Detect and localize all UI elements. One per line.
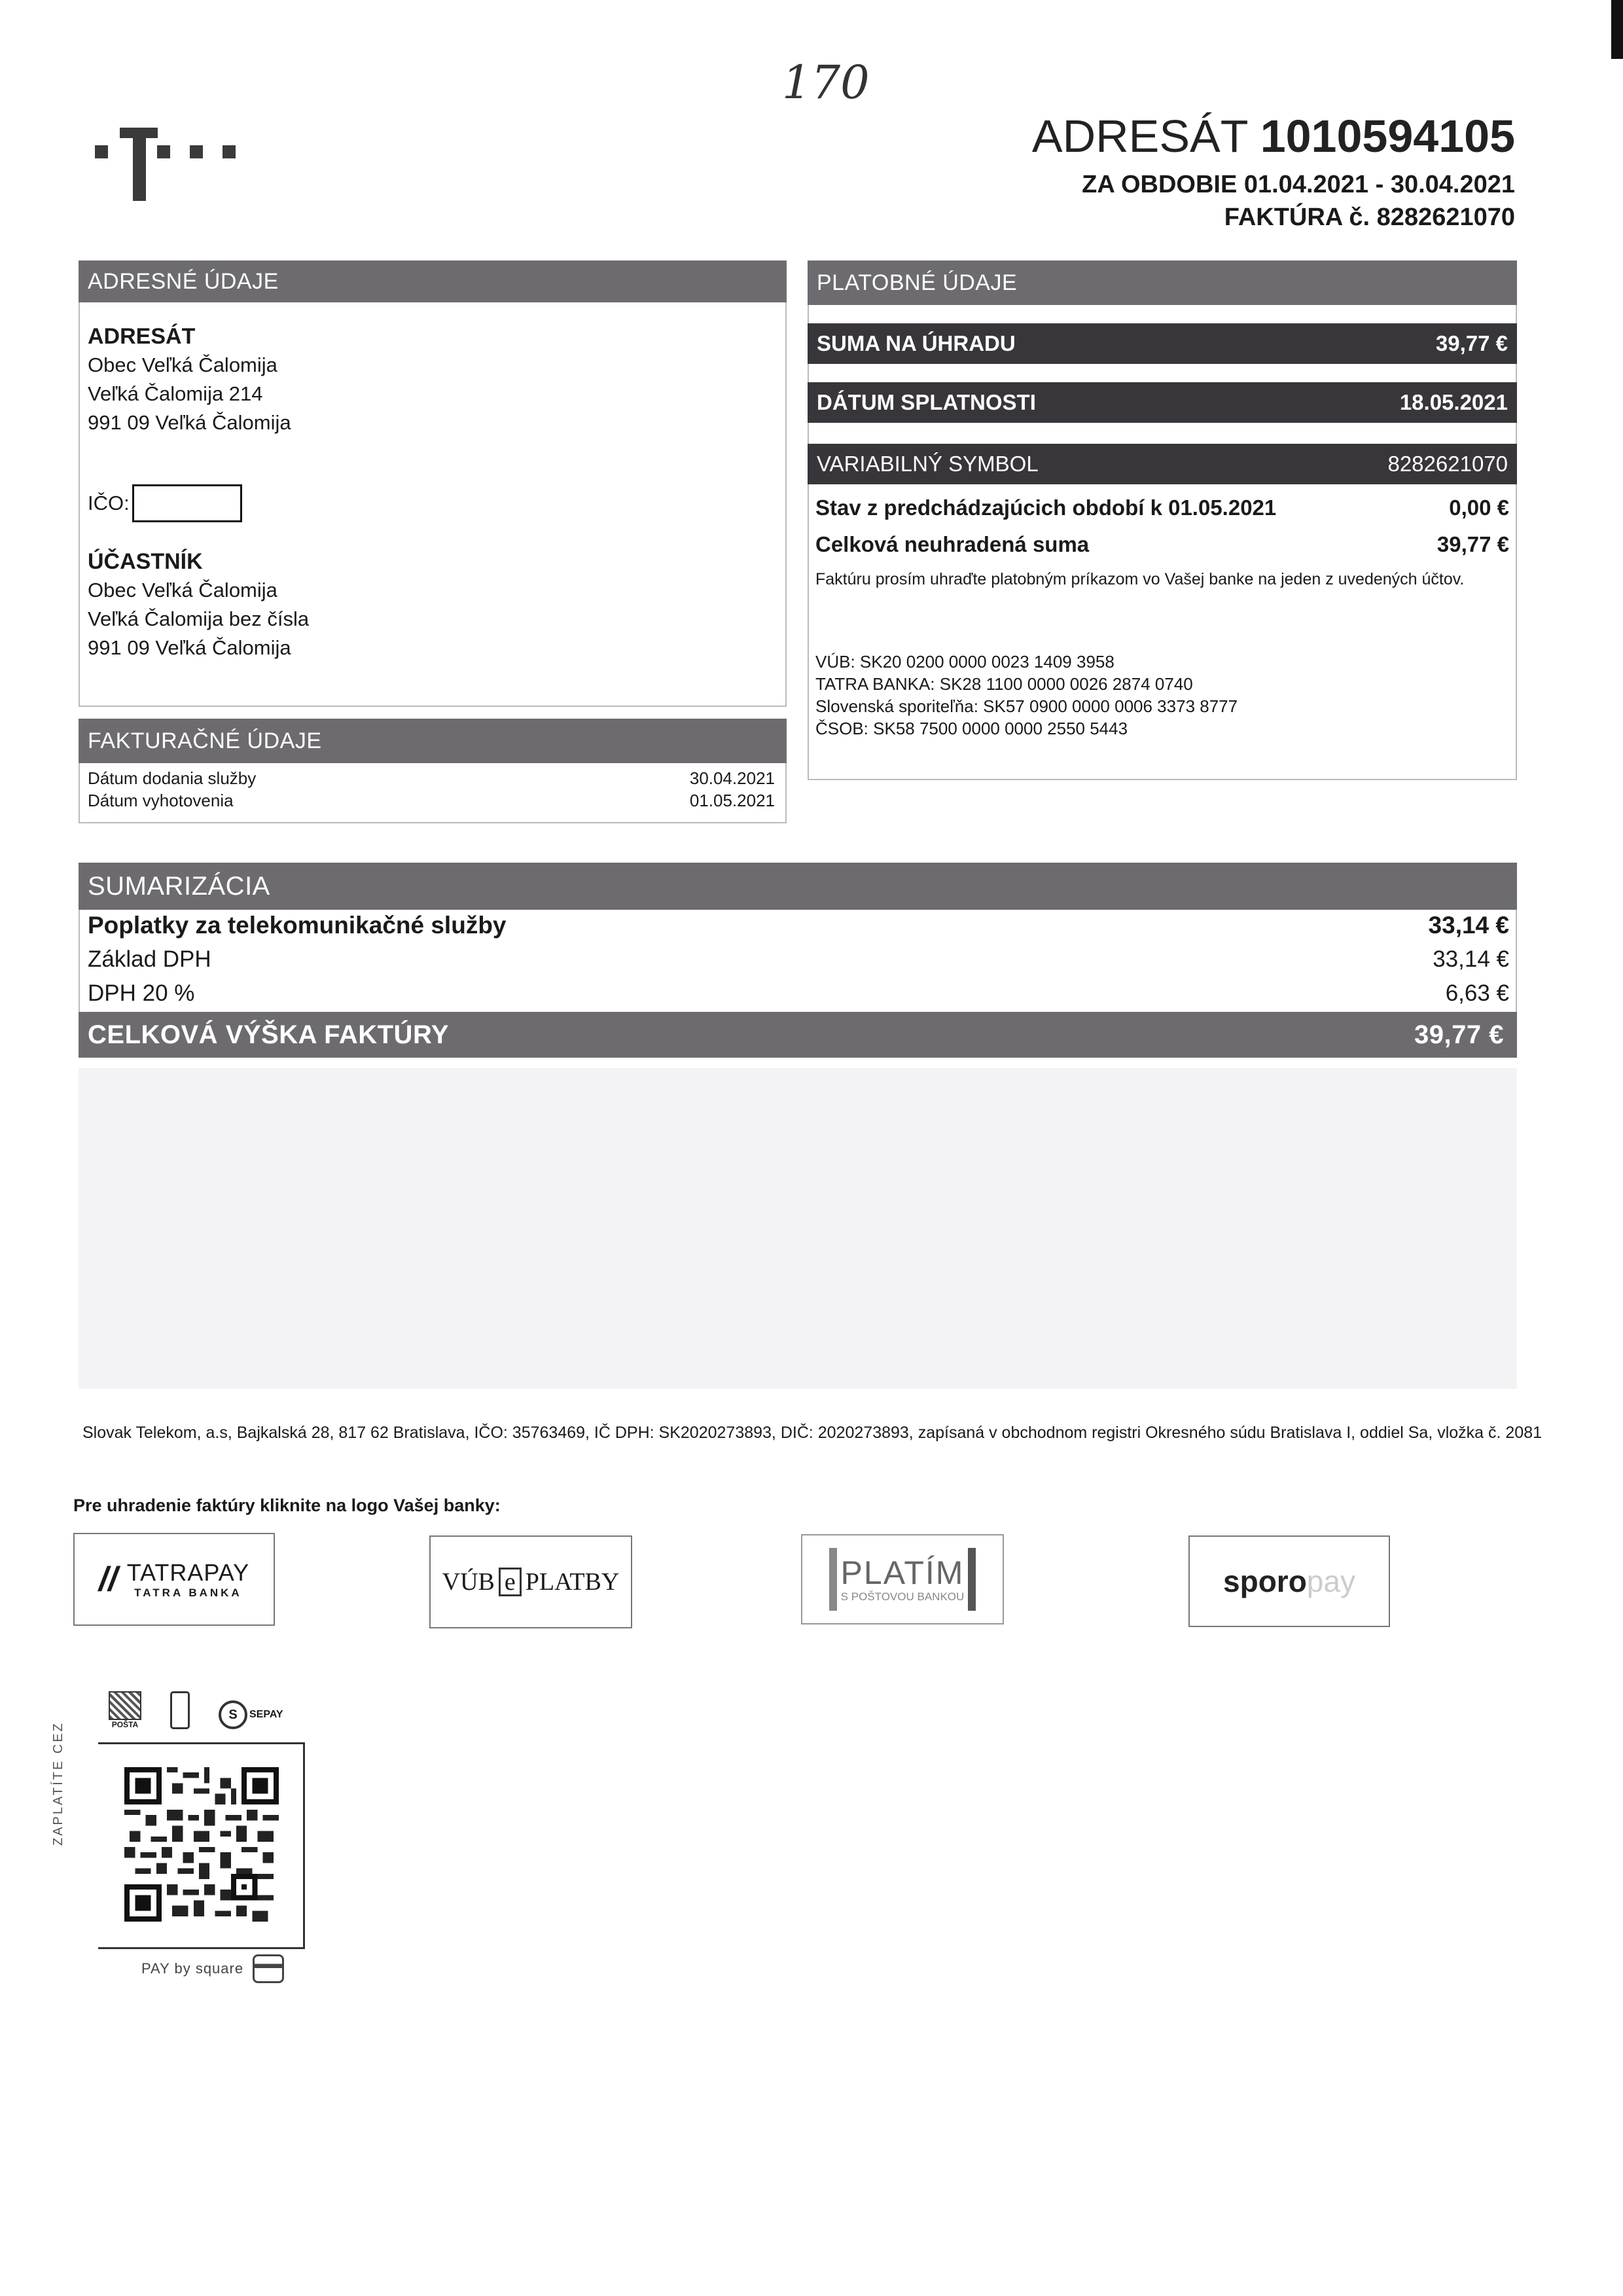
addressee-line: Veľká Čalomija 214 [88, 382, 263, 405]
amount-due-value: 39,77 € [1435, 331, 1508, 355]
unpaid-total-row [815, 526, 1509, 563]
card-icon [253, 1954, 284, 1983]
vat-base-value: 33,14 € [1433, 946, 1509, 972]
fees-label: Poplatky za telekomunikačné služby [88, 912, 507, 939]
platim-sub: S POŠTOVOU BANKOU [840, 1590, 965, 1603]
address-section-title: ADRESNÉ ÚDAJE [79, 260, 787, 302]
sepay-label: SEPAY [249, 1709, 283, 1720]
payment-section-title: PLATOBNÉ ÚDAJE [808, 260, 1517, 305]
ico-row [88, 484, 775, 522]
period-value: 01.04.2021 - 30.04.2021 [1243, 171, 1515, 198]
addressee-header [1032, 110, 1515, 162]
bank-account: Slovenská sporiteľňa: SK57 0900 0000 0006 3373 8777 [815, 696, 1238, 716]
sporo-light: pay [1306, 1564, 1355, 1598]
variable-symbol-value: 8282621070 [1387, 452, 1508, 476]
company-info: Slovak Telekom, a.s, Bajkalská 28, 817 62 Bratislava, IČO: 35763469, IČ DPH: SK2020273893, DIČ: 2020273893, zapísaná v obchodnom registri Okresného súdu Bratislava I, oddiel Sa, vložka č. 2081 [82, 1424, 1543, 1442]
tatrapay-button[interactable] [73, 1533, 275, 1626]
period-label: ZA OBDOBIE [1082, 171, 1238, 198]
vat-base-label: Základ DPH [88, 946, 211, 972]
sepay-icon: S SEPAY [219, 1700, 283, 1729]
invoice-number: 8282621070 [1376, 204, 1515, 231]
unpaid-total-label: Celková neuhradená suma [815, 532, 1090, 556]
previous-balance-value: 0,00 € [1449, 495, 1509, 520]
pay-icons-row [109, 1683, 305, 1729]
pay-by-square-row [141, 1954, 284, 1983]
previous-balance-label: Stav z predchádzajúcich období k 01.05.2021 [815, 495, 1277, 520]
platim-bracket-left-icon [829, 1548, 837, 1611]
previous-balance-row [815, 490, 1509, 526]
summary-title: SUMARIZÁCIA [79, 863, 1517, 910]
billing-row-label: Dátum dodania služby [88, 768, 257, 788]
billing-row-label: Dátum vyhotovenia [88, 791, 234, 810]
participant-line: 991 09 Veľká Čalomija [88, 636, 291, 659]
platim-button[interactable] [801, 1534, 1004, 1624]
participant-line: Obec Veľká Čalomija [88, 579, 277, 601]
due-date-value: 18.05.2021 [1399, 390, 1508, 414]
payment-details [815, 490, 1509, 740]
ico-label: IČO: [88, 492, 130, 514]
mobile-phone-icon [170, 1691, 190, 1729]
addressee-header-number: 1010594105 [1260, 111, 1515, 162]
payment-instruction: Faktúru prosím uhraďte platobným príkazom vo Vašej banke na jeden z uvedených účtov. [815, 570, 1465, 588]
billing-rows [88, 767, 775, 812]
telekom-logo [95, 124, 252, 203]
posta-icon [109, 1691, 141, 1729]
vub-e-icon: e [499, 1568, 522, 1596]
billing-section-title: FAKTURAČNÉ ÚDAJE [79, 719, 787, 763]
telekom-t-icon [95, 124, 252, 203]
participant-line: Veľká Čalomija bez čísla [88, 607, 310, 630]
tatrapay-slash-icon: // [98, 1560, 118, 1598]
invoice-line [1224, 202, 1515, 233]
qr-frame-bottom [98, 1947, 305, 1949]
vat-value: 6,63 € [1445, 980, 1509, 1006]
variable-symbol-label: VARIABILNÝ SYMBOL [817, 452, 1039, 476]
participant-heading: ÚČASTNÍK [88, 549, 203, 574]
tatrapay-sub: TATRA BANKA [134, 1587, 242, 1599]
unpaid-total-value: 39,77 € [1436, 532, 1509, 556]
addressee-heading: ADRESÁT [88, 324, 196, 349]
bank-account: ČSOB: SK58 7500 0000 0000 2550 5443 [815, 719, 1128, 738]
invoice-total-value: 39,77 € [1414, 1020, 1504, 1049]
tatrapay-name: TATRAPAY [126, 1559, 250, 1586]
ico-redacted-box [132, 484, 242, 522]
bank-prompt: Pre uhradenie faktúry kliknite na logo Vašej banky: [73, 1496, 501, 1515]
invoice-total-label: CELKOVÁ VÝŠKA FAKTÚRY [88, 1020, 450, 1049]
qr-side-text: ZAPLATÍTE CEZ [51, 1721, 65, 1846]
posta-label: POŠTA [111, 1720, 139, 1729]
platim-bracket-right-icon [968, 1548, 976, 1611]
vat-label: DPH 20 % [88, 980, 195, 1006]
vub-left: VÚB [442, 1568, 495, 1596]
addressee-line: 991 09 Veľká Čalomija [88, 411, 291, 434]
vub-right: PLATBY [525, 1568, 620, 1596]
bank-account: VÚB: SK20 0200 0000 0023 1409 3958 [815, 652, 1115, 672]
billing-row [88, 767, 775, 789]
fees-value: 33,14 € [1428, 912, 1509, 939]
handwritten-note: 170 [782, 56, 870, 109]
sporo-bold: sporo [1223, 1564, 1307, 1598]
faded-background-area [79, 1068, 1517, 1389]
qr-code [124, 1767, 279, 1922]
amount-due-label: SUMA NA ÚHRADU [817, 331, 1016, 355]
vub-eplatby-button[interactable] [429, 1535, 632, 1628]
variable-symbol-bar [808, 444, 1517, 484]
scan-edge-mark [1611, 0, 1623, 59]
invoice-total-bar [79, 1012, 1517, 1058]
billing-row-value: 30.04.2021 [689, 768, 775, 788]
bank-account: TATRA BANKA: SK28 1100 0000 0026 2874 0740 [815, 674, 1193, 694]
addressee-line: Obec Veľká Čalomija [88, 353, 277, 376]
due-date-label: DÁTUM SPLATNOSTI [817, 390, 1036, 414]
period-line [1082, 169, 1515, 200]
summary-rows-border [79, 910, 1517, 1012]
platim-name: PLATÍM [840, 1554, 965, 1591]
due-date-bar [808, 382, 1517, 423]
sporopay-button[interactable] [1188, 1535, 1390, 1627]
addressee-header-label: ADRESÁT [1031, 111, 1248, 162]
invoice-label: FAKTÚRA č. [1224, 204, 1370, 231]
amount-due-bar [808, 323, 1517, 364]
address-content [88, 322, 775, 662]
pay-by-square-label: PAY by square [141, 1960, 244, 1977]
billing-row-value: 01.05.2021 [689, 791, 775, 810]
billing-row [88, 789, 775, 812]
